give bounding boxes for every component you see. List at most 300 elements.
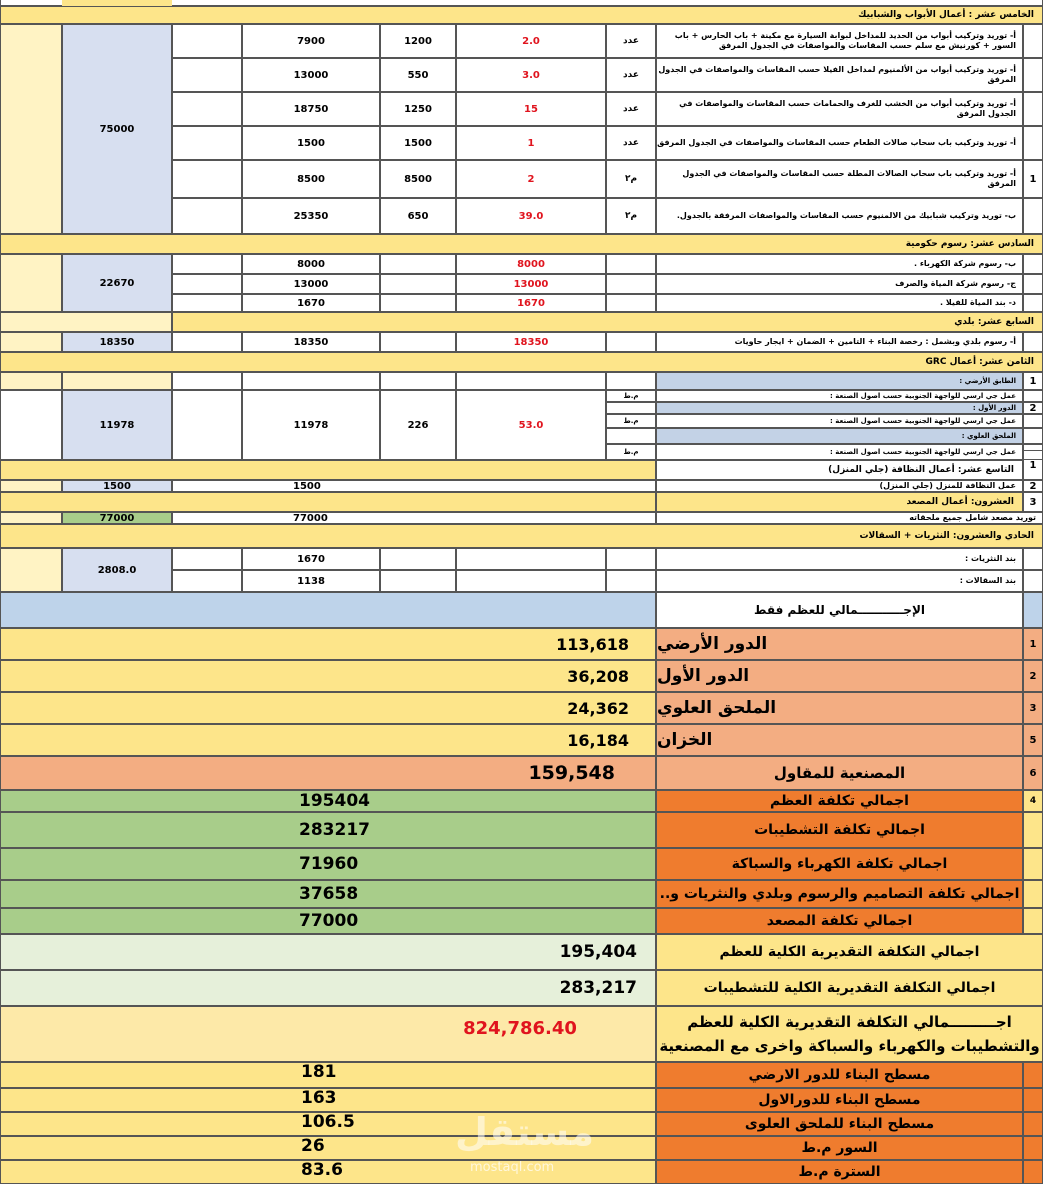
s18-unit-text: م.ط <box>623 448 639 456</box>
contractor-label <box>656 756 1023 790</box>
grand-total-label-line1: اجـــــــــمالي التكلفة التقديرية الكلية للعظم <box>687 1013 1012 1031</box>
section-20-total <box>62 512 172 524</box>
s21-unit <box>606 570 656 592</box>
cost-num <box>1023 880 1043 908</box>
s21-unit <box>606 548 656 570</box>
s21-num <box>1023 548 1043 570</box>
s15-qty <box>456 126 606 160</box>
cost-num <box>1023 908 1043 934</box>
section-15-total <box>62 24 172 234</box>
area-label-text: السور م.ط <box>801 1140 878 1156</box>
s15-qty-text: 2 <box>527 173 535 185</box>
s21-desc-text: بند السقالات : <box>959 576 1016 585</box>
floor-num <box>1023 692 1043 724</box>
s19-num-value: 1 <box>1029 459 1037 471</box>
s18-num <box>1023 428 1043 444</box>
s18-amount-value: 11978 <box>293 419 329 431</box>
floor-num-text: 2 <box>1029 670 1037 682</box>
contractor-value-text: 159,548 <box>528 762 615 784</box>
s17-qty-value: 18350 <box>513 336 549 348</box>
s17-empty-a <box>172 332 242 352</box>
s16-empty-a <box>172 274 242 294</box>
section-15-title: الخامس عشر : أعمال الأبواب والشبابيك <box>858 10 1034 20</box>
section-16-title: السادس عشر: رسوم حكومية <box>905 239 1034 249</box>
grand-total-label <box>656 1006 1043 1062</box>
section-21-total-value: 2808.0 <box>97 564 137 576</box>
s15-price-text: 1500 <box>404 137 432 149</box>
cost-num <box>1023 812 1043 848</box>
s21-desc <box>656 570 1023 592</box>
floor-label <box>656 724 1023 756</box>
s16-empty-b <box>380 274 456 294</box>
s17-qty <box>456 332 606 352</box>
s18-price-value: 226 <box>407 419 429 431</box>
section-19-total <box>62 480 172 492</box>
floor-value-text: 16,184 <box>567 730 629 750</box>
s16-qty <box>456 274 606 294</box>
floor-label-text: الخزان <box>657 730 713 750</box>
section-19-header <box>656 460 1023 480</box>
area-value-text: 26 <box>301 1136 325 1156</box>
cost-num <box>1023 848 1043 880</box>
s15-unit <box>606 58 656 92</box>
cost-value <box>0 908 656 934</box>
s15-amount-text: 8500 <box>297 173 325 185</box>
section-21-title: الحادي والعشرون: النثريات + السقالات <box>859 531 1034 541</box>
s18-line <box>656 402 1023 414</box>
s15-amount <box>242 160 380 198</box>
area-label <box>656 1062 1023 1088</box>
floor-num <box>1023 660 1043 692</box>
section-20-header <box>656 492 1023 512</box>
s18-line-text: عمل جي ارسي للواجهة الجنوبية حسب اصول الصنعة : <box>830 392 1016 400</box>
area-label <box>656 1112 1023 1136</box>
s15-amount <box>242 58 380 92</box>
s16-desc-text: د- بند المياة للفيلا . <box>940 298 1016 307</box>
area-label-text: مسطح البناء للملحق العلوى <box>744 1116 935 1132</box>
contractor-num <box>1023 756 1043 790</box>
s15-desc-text: أ- توريد وتركيب أبواب من الألمنيوم لمداخل الفيلا حسب المقاسات والمواصفات في الجدول المرفق <box>658 65 1016 84</box>
s15-amount-text: 25350 <box>293 210 329 222</box>
s15-desc <box>656 24 1023 58</box>
s15-unit-text: عدد <box>623 104 639 114</box>
section-18-header <box>0 352 1043 372</box>
s16-unit <box>606 294 656 312</box>
s18-line-text: الطابق الأرضي : <box>959 377 1016 385</box>
s15-unit <box>606 92 656 126</box>
s15-price <box>380 24 456 58</box>
s18-total-top <box>62 372 172 390</box>
s17-desc-text: أ- رسوم بلدي وبشمل : رخصة البناء + التامين + الضمان + ايجار حاويات <box>734 337 1016 346</box>
s21-empty-c <box>456 570 606 592</box>
section-17-side2 <box>0 332 62 352</box>
s20-header-left <box>0 492 656 512</box>
section-15-header <box>0 6 1043 24</box>
s18-side-top <box>0 372 62 390</box>
s20-amount-value: 77000 <box>293 512 328 524</box>
s18-line-text: عمل جي ارسي للواجهة الجنوبية حسب اصول الصنعة : <box>830 448 1016 456</box>
s21-empty-b <box>380 570 456 592</box>
s18-unit <box>606 414 656 428</box>
section-18-total <box>62 390 172 460</box>
s15-qty <box>456 92 606 126</box>
section-17-title: السابع عشر: بلدي <box>954 317 1034 327</box>
area-value <box>0 1160 656 1184</box>
s18-num <box>1023 414 1043 428</box>
estimate-value-text: 283,217 <box>559 978 637 998</box>
cost-value-text: 71960 <box>299 854 359 874</box>
s16-empty-a <box>172 294 242 312</box>
cost-num <box>1023 790 1043 812</box>
floor-value-text: 113,618 <box>556 634 629 654</box>
area-num <box>1023 1112 1043 1136</box>
contractor-value <box>0 756 656 790</box>
s18-top-d <box>456 372 606 390</box>
s16-unit <box>606 254 656 274</box>
s17-amount-value: 18350 <box>293 336 329 348</box>
cost-value-text: 77000 <box>299 911 359 931</box>
section-17-header <box>172 312 1043 332</box>
s15-price-text: 550 <box>407 69 429 81</box>
s15-price <box>380 58 456 92</box>
estimate-label <box>656 934 1043 970</box>
s15-qty-text: 39.0 <box>518 210 544 222</box>
floor-value <box>0 724 656 756</box>
s15-unit-text: م٢ <box>624 211 638 221</box>
cost-value <box>0 790 656 812</box>
s18-line <box>656 390 1023 402</box>
s18-price <box>380 390 456 460</box>
contractor-num-text: 6 <box>1029 767 1037 779</box>
s16-amount-text: 8000 <box>297 258 325 270</box>
s15-unit-text: عدد <box>623 70 639 80</box>
s15-desc-text: أ- توريد وتركيب أبواب من الحديد للمداخل لبوابة السيارة مع مكينة + باب الحارس + باب السور + كورنيش مع سلم حسب المقاسات والمواصفات في الجدول المرفق <box>674 31 1016 50</box>
s16-qty <box>456 254 606 274</box>
s18-unit <box>606 428 656 444</box>
cost-label <box>656 908 1023 934</box>
floor-num-text: 3 <box>1029 702 1037 714</box>
estimate-value-text: 195,404 <box>559 942 637 962</box>
floor-label-text: الملحق العلوي <box>657 698 777 718</box>
s15-num <box>1023 126 1043 160</box>
s18-unit <box>606 402 656 414</box>
s15-amount-text: 13000 <box>293 69 329 81</box>
grand-total-label-line2: والتشطيبات والكهرباء والسباكة واخرى مع المصنعية <box>659 1037 1040 1055</box>
floor-value-text: 36,208 <box>567 666 629 686</box>
estimate-label-text: اجمالي التكلفة التقديرية الكلية للعظم <box>719 944 980 960</box>
cost-value-text: 195404 <box>299 791 370 811</box>
s15-price <box>380 198 456 234</box>
cost-label <box>656 848 1023 880</box>
contractor-label-text: المصنعية للمقاول <box>773 764 906 782</box>
s18-qty <box>456 390 606 460</box>
s16-qty <box>456 294 606 312</box>
cost-label-text: اجمالي تكلفة العظم <box>770 793 909 809</box>
s18-unit-text: م.ط <box>623 392 639 400</box>
s15-num <box>1023 92 1043 126</box>
area-num <box>1023 1136 1043 1160</box>
s19-desc-text: عمل النظافة للمنزل (جلي المنزل) <box>879 481 1016 490</box>
s21-desc-text: بند النثريات : <box>965 554 1016 563</box>
area-value-text: 106.5 <box>301 1112 355 1132</box>
s16-amount-text: 1670 <box>297 297 325 309</box>
cost-label-text: اجمالي تكلفة المصعد <box>766 913 913 929</box>
section-19-title: التاسع عشر: أعمال النظافة (جلي المنزل) <box>828 465 1014 475</box>
skeleton-title <box>656 592 1023 628</box>
s15-desc <box>656 198 1023 234</box>
skeleton-title-num <box>1023 592 1043 628</box>
s15-price-text: 1250 <box>404 103 432 115</box>
s16-amount <box>242 274 380 294</box>
s18-line <box>656 428 1023 444</box>
s21-side <box>0 548 62 592</box>
area-num <box>1023 1062 1043 1088</box>
s19-header-left <box>0 460 656 480</box>
s18-line-text: الدور الأول : <box>972 404 1016 412</box>
cost-value <box>0 880 656 908</box>
s15-amount <box>242 198 380 234</box>
s19-side <box>0 480 62 492</box>
s15-qty-text: 2.0 <box>522 35 540 47</box>
s15-qty-text: 15 <box>524 103 538 115</box>
section-21-header <box>0 524 1043 548</box>
s18-top-c <box>380 372 456 390</box>
s18-unit-text: م.ط <box>623 417 639 425</box>
s21-empty-b <box>380 548 456 570</box>
s18-line <box>656 372 1023 390</box>
section-16-side <box>0 254 62 312</box>
s15-empty <box>172 92 242 126</box>
area-value <box>0 1088 656 1112</box>
s15-empty <box>172 126 242 160</box>
s18-num-text: 2 <box>1029 402 1037 414</box>
cost-label <box>656 812 1023 848</box>
floor-label <box>656 660 1023 692</box>
area-label <box>656 1136 1023 1160</box>
floor-value <box>0 660 656 692</box>
s15-qty <box>456 160 606 198</box>
floor-label <box>656 628 1023 660</box>
s16-amount <box>242 254 380 274</box>
s15-qty <box>456 198 606 234</box>
s16-num <box>1023 294 1043 312</box>
s17-empty-b <box>380 332 456 352</box>
cost-label <box>656 880 1023 908</box>
s15-num-text: 1 <box>1029 173 1037 185</box>
s15-unit <box>606 24 656 58</box>
s18-num <box>1023 390 1043 402</box>
section-19-total-value: 1500 <box>103 480 131 492</box>
s21-amount-text: 1670 <box>297 553 325 565</box>
s19-desc <box>656 480 1023 492</box>
s19-amount-value: 1500 <box>293 480 321 492</box>
area-label-text: السترة م.ط <box>798 1164 881 1180</box>
s16-amount <box>242 294 380 312</box>
s21-empty-a <box>172 548 242 570</box>
section-17-side <box>0 312 172 332</box>
s21-amount-text: 1138 <box>297 575 325 587</box>
s21-desc <box>656 548 1023 570</box>
cost-label-text: اجمالي تكلفة الكهرباء والسباكة <box>731 856 948 872</box>
floor-label-text: الدور الأرضي <box>657 634 768 654</box>
cost-label-text: اجمالي تكلفة التشطيبات <box>754 822 925 838</box>
area-label-text: مسطح البناء للدور الارضي <box>748 1067 931 1083</box>
estimate-value <box>0 934 656 970</box>
s15-num <box>1023 24 1043 58</box>
s21-empty-c <box>456 548 606 570</box>
s20-side <box>0 512 62 524</box>
s15-amount <box>242 92 380 126</box>
s15-empty <box>172 24 242 58</box>
s15-amount-text: 1500 <box>297 137 325 149</box>
area-value-text: 163 <box>301 1088 337 1108</box>
cost-value-text: 283217 <box>299 820 370 840</box>
s21-amount <box>242 548 380 570</box>
s15-unit <box>606 126 656 160</box>
floor-value <box>0 692 656 724</box>
s16-desc <box>656 254 1023 274</box>
area-num <box>1023 1088 1043 1112</box>
floor-num-text: 5 <box>1029 734 1037 746</box>
s18-unit <box>606 444 656 460</box>
s15-amount <box>242 24 380 58</box>
section-16-header <box>0 234 1043 254</box>
s18-top-b <box>242 372 380 390</box>
s15-empty <box>172 160 242 198</box>
s16-desc <box>656 274 1023 294</box>
section-18-side <box>0 390 62 460</box>
s18-unit <box>606 390 656 402</box>
s20-num-value: 3 <box>1029 496 1037 508</box>
s17-num <box>1023 332 1043 352</box>
s18-num <box>1023 402 1043 414</box>
s15-desc-text: ب- توريد وتركيب شبابيك من الالمنيوم حسب المقاسات والمواصفات المرفقة بالجدول. <box>676 211 1016 220</box>
section-16-total <box>62 254 172 312</box>
s18-amount <box>242 390 380 460</box>
floor-value <box>0 628 656 660</box>
s15-num <box>1023 160 1043 198</box>
s15-qty <box>456 58 606 92</box>
watermark-site: mostaql.com <box>470 1160 555 1175</box>
s16-qty-text: 1670 <box>517 297 545 309</box>
section-20-total-value: 77000 <box>99 512 135 524</box>
s20-amount <box>172 512 656 524</box>
s16-num <box>1023 274 1043 294</box>
s15-price-text: 8500 <box>404 173 432 185</box>
s15-price-text: 1200 <box>404 35 432 47</box>
s15-unit-text: عدد <box>623 138 639 148</box>
s18-top-a <box>172 372 242 390</box>
s15-amount-text: 7900 <box>297 35 325 47</box>
floor-num-text: 1 <box>1029 638 1037 650</box>
skeleton-title-text: الإجـــــــــــمالي للعظم فقط <box>754 603 925 617</box>
area-label <box>656 1160 1023 1184</box>
s21-num <box>1023 570 1043 592</box>
floor-num <box>1023 628 1043 660</box>
s16-qty-text: 13000 <box>513 278 549 290</box>
s16-unit <box>606 274 656 294</box>
s15-num <box>1023 58 1043 92</box>
cost-value-text: 37658 <box>299 884 359 904</box>
area-num <box>1023 1160 1043 1184</box>
s15-empty <box>172 58 242 92</box>
s16-empty-b <box>380 254 456 274</box>
s15-unit <box>606 198 656 234</box>
s16-qty-text: 8000 <box>517 258 545 270</box>
area-label <box>656 1088 1023 1112</box>
cost-value <box>0 848 656 880</box>
floor-label <box>656 692 1023 724</box>
s18-line <box>656 414 1023 428</box>
s18-qty-value: 53.0 <box>518 419 544 431</box>
s15-desc <box>656 160 1023 198</box>
floor-num <box>1023 724 1043 756</box>
floor-label-text: الدور الأول <box>657 666 750 686</box>
s19-amount <box>172 480 656 492</box>
floor-value-text: 24,362 <box>567 698 629 718</box>
section-18-title: الثامن عشر: أعمال GRC <box>925 357 1034 367</box>
s15-qty <box>456 24 606 58</box>
s15-unit-text: عدد <box>623 36 639 46</box>
s16-desc-text: ج- رسوم شركة المياة والصرف <box>895 279 1016 288</box>
s15-desc <box>656 126 1023 160</box>
area-value-text: 83.6 <box>301 1160 343 1180</box>
s18-num <box>1023 372 1043 390</box>
cost-label-text: اجمالي تكلفة التصاميم والرسوم وبلدي والنثريات و.. <box>659 886 1020 902</box>
s15-amount-text: 18750 <box>293 103 329 115</box>
section-15-total-value: 75000 <box>99 123 135 135</box>
s15-desc-text: أ- توريد وتركيب باب سحاب صالات الطعام حسب المقاسات والمواصفات في الجدول المرفق <box>657 138 1016 147</box>
s15-unit-text: م٢ <box>624 174 638 184</box>
skeleton-title-left <box>0 592 656 628</box>
s15-desc <box>656 58 1023 92</box>
estimate-value <box>0 970 656 1006</box>
cost-label <box>656 790 1023 812</box>
section-20-title: العشرون: أعمال المصعد <box>906 497 1014 507</box>
s18-line-text: عمل جي ارسي للواجهة الجنوبية حسب اصول الصنعة : <box>830 417 1016 425</box>
s15-price <box>380 92 456 126</box>
estimate-label <box>656 970 1043 1006</box>
s15-qty-text: 1 <box>527 137 535 149</box>
s18-line <box>656 444 1023 460</box>
s15-amount <box>242 126 380 160</box>
s19-row-num <box>1023 480 1043 492</box>
s15-unit <box>606 160 656 198</box>
s16-empty-b <box>380 294 456 312</box>
s18-empty <box>172 390 242 460</box>
s15-desc-text: أ- توريد وتركيب باب سحاب الصالات المطلة حسب المقاسات والمواصفات في الجدول المرفق <box>682 169 1016 188</box>
estimate-label-text: اجمالي التكلفة التقديرية الكلية للتشطيبات <box>703 980 996 996</box>
s19-row-num-value: 2 <box>1029 480 1037 492</box>
s15-price <box>380 160 456 198</box>
section-18-total-value: 11978 <box>99 419 135 431</box>
watermark-logo: مستقل <box>455 1110 594 1154</box>
cost-num-text: 4 <box>1029 796 1037 806</box>
s18-num-text: 1 <box>1029 375 1037 387</box>
s16-num <box>1023 254 1043 274</box>
section-16-total-value: 22670 <box>99 277 135 289</box>
section-21-total <box>62 548 172 592</box>
s21-empty-a <box>172 570 242 592</box>
s18-unit <box>606 372 656 390</box>
section-15-side <box>0 24 62 234</box>
s16-desc-text: ب- رسوم شركة الكهرباء . <box>914 259 1016 268</box>
s20-desc-text: توريد مصعد شامل جميع ملحقاته <box>909 513 1036 522</box>
s15-num <box>1023 198 1043 234</box>
area-value <box>0 1062 656 1088</box>
s16-amount-text: 13000 <box>293 278 329 290</box>
s21-amount <box>242 570 380 592</box>
